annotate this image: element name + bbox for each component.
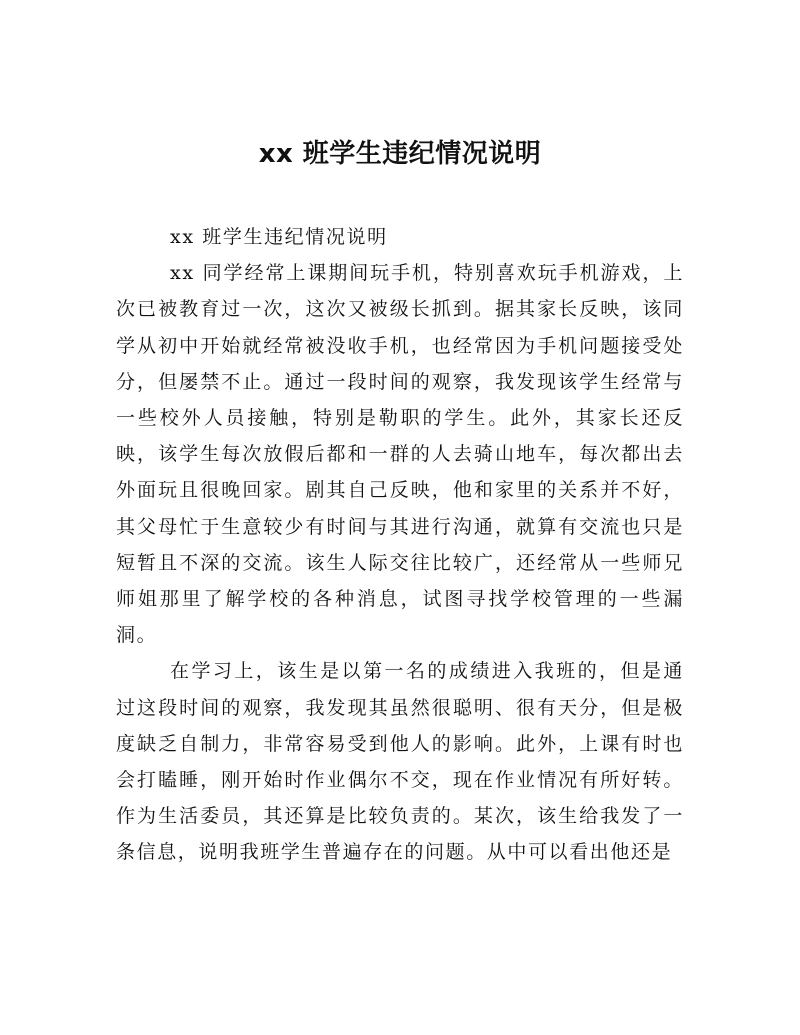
document-title: xx 班学生违纪情况说明 bbox=[258, 139, 542, 169]
paragraph-study: 在学习上，该生是以第一名的成绩进入我班的，但是通过这段时间的观察，我发现其虽然很聪明、很有天分，但是极度缺乏自制力，非常容易受到他人的影响。此外，上课有时也会打瞌睡，刚开始时作业偶尔不交，现在作业情况有所好转。作为生活委员，其还算是比较负责的。某次，该生给我发了一条信息，说明我班学生普遍存在的问题。从中可以看出他还是 bbox=[116, 660, 684, 864]
paragraph-behavior: xx 同学经常上课期间玩手机，特别喜欢玩手机游戏，上次已被教育过一次，这次又被级长抓到。据其家长反映，该同学从初中开始就经常被没收手机，也经常因为手机问题接受处分，但屡禁不止。通过一段时间的观察，我发现该学生经常与一些校外人员接触，特别是勒职的学生。此外，其家长还反映，该学生每次放假后都和一群的人去骑山地车，每次都出去外面玩且很晚回家。剧其自己反映，他和家里的关系并不好，其父母忙于生意较少有时间与其进行沟通，就算有交流也只是短暂且不深的交流。该生人际交往比较广，还经常从一些师兄师姐那里了解学校的各种消息，试图寻找学校管理的一些漏洞。 bbox=[116, 262, 684, 647]
document-body bbox=[116, 219, 684, 871]
paragraph-subtitle: xx 班学生违纪情况说明 bbox=[170, 226, 388, 248]
